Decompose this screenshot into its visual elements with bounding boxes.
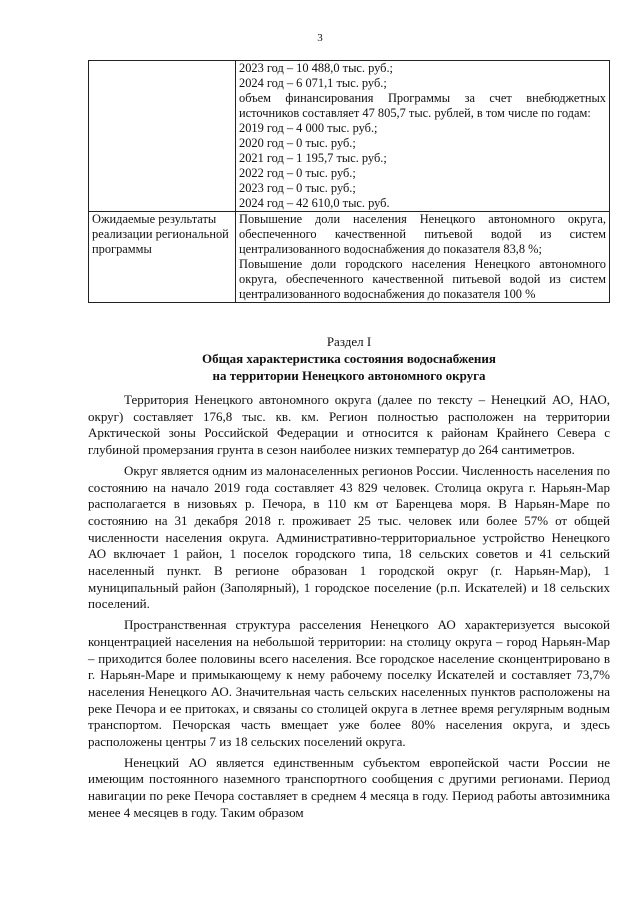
financing-line: 2024 год – 6 071,1 тыс. руб.;	[239, 76, 387, 90]
financing-line: 2020 год – 0 тыс. руб.;	[239, 136, 356, 150]
page-number: 3	[317, 32, 323, 44]
financing-line: 2022 год – 0 тыс. руб.;	[239, 166, 356, 180]
financing-line: 2021 год – 1 195,7 тыс. руб.;	[239, 151, 387, 165]
table-value-cell	[236, 212, 610, 303]
section-title: Общая характеристика состояния водоснабжения	[202, 351, 496, 366]
financing-line: 2024 год – 42 610,0 тыс. руб.	[239, 196, 390, 210]
financing-line: 2019 год – 4 000 тыс. руб.;	[239, 121, 378, 135]
section-number: Раздел I	[326, 334, 372, 349]
financing-line: 2023 год – 0 тыс. руб.;	[239, 181, 356, 195]
expected-result-line: Повышение доли городского населения Ненецкого автономного округа, обеспеченного качественной питьевой водой из систем централизованного водоснабжения до показателя 100 %	[239, 257, 606, 301]
paragraph: Ненецкий АО является единственным субъектом европейской части России не имеющим постоянного наземного транспортного сообщения с другими регионами. Период навигации по реке Печора составляет в среднем 4 месяца в году. Период работы автозимника менее 4 месяцев в году. Таким образом	[88, 754, 610, 820]
body-text	[88, 392, 610, 826]
table-label-cell	[89, 61, 236, 212]
paragraph: Пространственная структура расселения Ненецкого АО характеризуется высокой концентрацией населения на небольшой территории: на столицу округа – город Нарьян-Мар – приходится более половины всего населения. Все городское население сконцентрировано в г. Нарьян-Маре и примыкающему к нему рабочему поселку Искателей и составляет 73,7% населения Ненецкого АО. Значительная часть сельских населенных пунктов расположены на реке Печора и ее притоках, и связаны со столицей округа в летнее время регулярным водным транспортом. Печорская часть вмещает уже более 80% населения округа, и здесь расположены центры 7 из 18 сельских поселений округа.	[88, 617, 610, 750]
section-header	[88, 333, 610, 384]
table-row	[89, 212, 610, 303]
financing-line: 2023 год – 10 488,0 тыс. руб.;	[239, 61, 393, 75]
table-value-cell	[236, 61, 610, 212]
expected-result-line: Повышение доли населения Ненецкого автономного округа, обеспеченного качественной питьевой водой из систем централизованного водоснабжения до показателя 83,8 %;	[239, 212, 606, 256]
section-title: на территории Ненецкого автономного округа	[212, 368, 486, 383]
paragraph: Округ является одним из малонаселенных регионов России. Численность населения по состоянию на начало 2019 года составляет 43 829 человек. Столица округа г. Нарьян-Мар располагается в низовьях р. Печора, в 110 км от Баренцева моря. В Нарьян-Маре по состоянию на 31 декабря 2018 г. проживает 25 тыс. человек или более 57% от общей численности населения округа. Административно-территориальное устройство Ненецкого АО включает 1 район, 1 поселок городского типа, 18 сельских советов и 41 сельский населенный пункт. В регионе образован 1 городской округ (г. Нарьян-Мар), 1 муниципальный район (Заполярный), 1 городское поселение (р.п. Искателей) и 18 сельских поселений.	[88, 462, 610, 612]
table-row	[89, 61, 610, 212]
financing-line: объем финансирования Программы за счет внебюджетных источников составляет 47 805,7 тыс. рублей, в том числе по годам:	[239, 91, 606, 120]
paragraph: Территория Ненецкого автономного округа (далее по тексту – Ненецкий АО, НАО, округ) составляет 176,8 тыс. кв. км. Регион полностью расположен на территории Арктической зоны Российской Федерации и относится к районам Крайнего Севера с глубиной промерзания грунта в сезон наиболее низких температур до 264 сантиметров.	[88, 392, 610, 458]
program-passport-table	[88, 60, 610, 303]
table-label-cell: Ожидаемые результаты реализации региональной программы	[89, 212, 236, 303]
